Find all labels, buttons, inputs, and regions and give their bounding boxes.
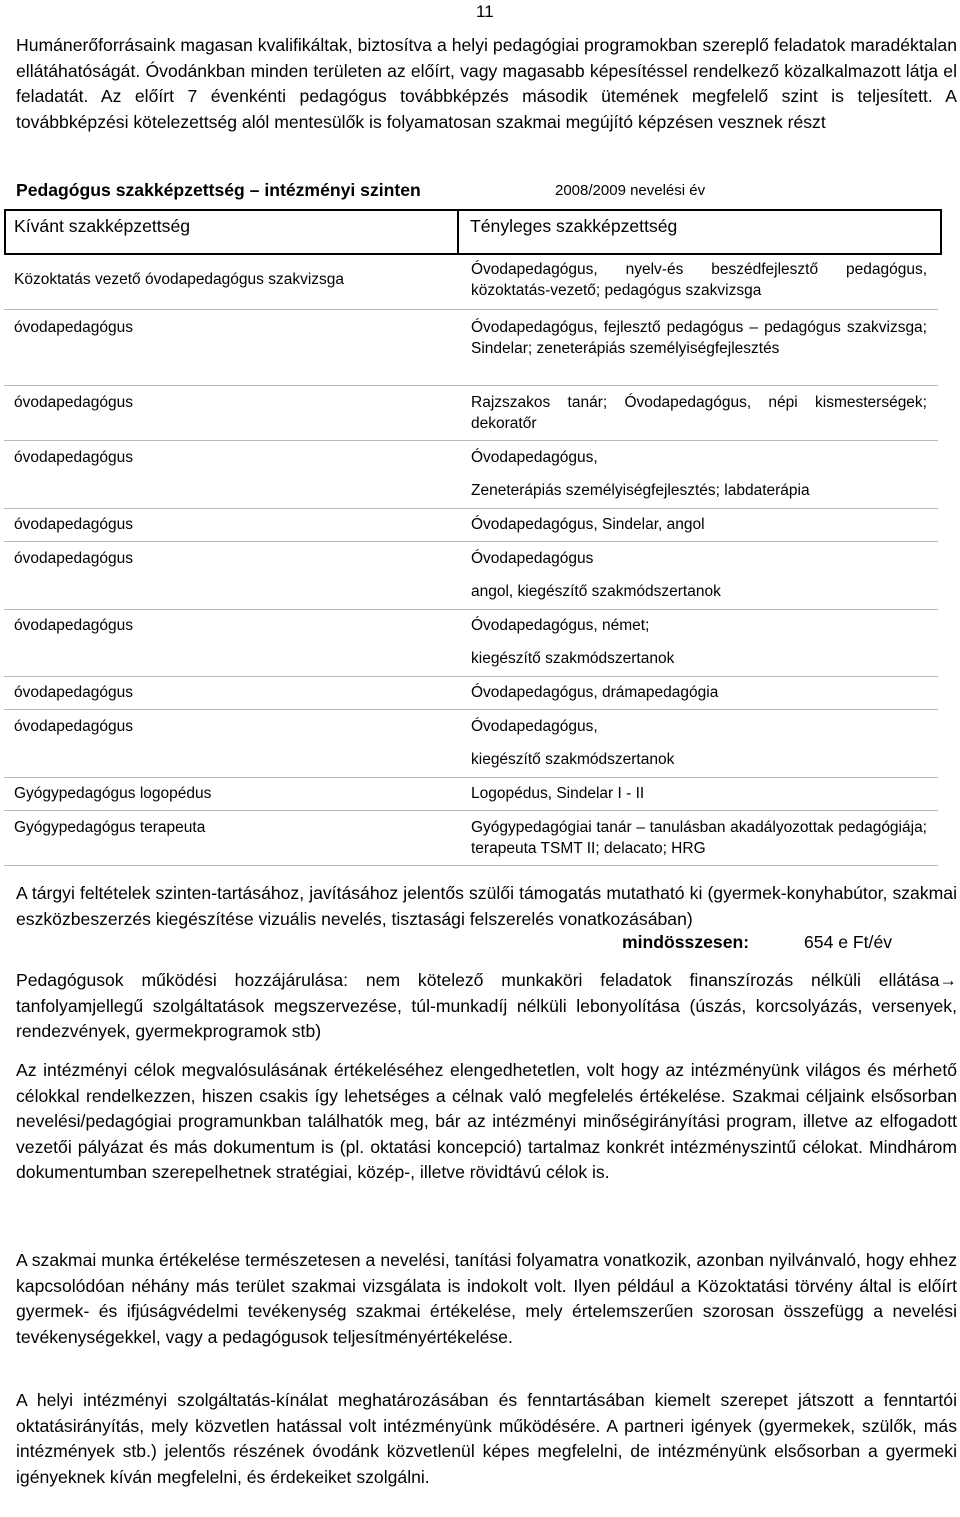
row-actual-continued: angol, kiegészítő szakmódszertanok: [471, 583, 721, 600]
contribution-paragraph: Pedagógusok működési hozzájárulása: nem kötelező munkaköri feladatok finanszírozás nélküli ellátása→ tanfolyamjellegű szolgáltatások megszervezése, túl-munkadíj nélküli lebonyolítása (úszás, korcsolyázás, versenyek, rendezvények, gyermekprogramok stb): [16, 970, 957, 1042]
row-required: Gyógypedagógus terapeuta: [14, 819, 206, 836]
row-actual: Óvodapedagógus,: [471, 718, 598, 735]
row-divider: [4, 385, 938, 386]
table-title: Pedagógus szakképzettség – intézményi szinten: [16, 180, 421, 200]
material-conditions-paragraph: A tárgyi feltételek szinten-tartásához, javításához jelentős szülői támogatás mutatható ki (gyermek-konyhabútor, szakmai eszközbeszerzés kiegészítése vizuális nevelés, tisztasági felszerelés vonatkozásában): [16, 883, 957, 929]
row-required: óvodapedagógus: [14, 319, 133, 336]
row-divider: [4, 709, 938, 710]
row-actual: Óvodapedagógus: [471, 550, 594, 567]
row-divider: [4, 676, 938, 677]
header-required-qualification: Kívánt szakképzettség: [14, 216, 191, 236]
row-actual: Logopédus, Sindelar I - II: [471, 785, 645, 802]
total-value: 654 e Ft/év: [804, 932, 893, 952]
row-actual-continued: kiegészítő szakmódszertanok: [471, 751, 675, 768]
row-divider: [4, 309, 938, 310]
row-actual: Óvodapedagógus, német;: [471, 617, 650, 634]
row-actual: Óvodapedagógus, nyelv-és beszédfejlesztő pedagógus, közoktatás-vezető; pedagógus szakvizsga: [471, 261, 927, 299]
row-required: óvodapedagógus: [14, 718, 133, 735]
services-paragraph: A helyi intézményi szolgáltatás-kínálat meghatározásában és fenntartásában kiemelt szerepet játszott a fenntartói oktatásirányítás, mely közvetlen hatással volt intézményünk működésére. A partneri igények (gyermekek, szülők, más intézmények stb.) jelentős részének óvodánk közvetlenül képes megfelelni, de intézményünk elsősorban a gyermeki igényeknek kíván megfelelni, és érdekeiket szolgálni.: [16, 1390, 957, 1487]
goals-paragraph: Az intézményi célok megvalósulásának értékeléséhez elengedhetetlen, volt hogy az intézményünk világos és mérhető célokkal rendelkezzen, hiszen csakis így lehetséges a célnak való megfelelés értékelése. Szakmai céljaink elsősorban nevelési/pedagógiai programunkban találhatók meg, bár az intézményi minőségirányítási program, illetve az elfogadott vezetői pályázat és más dokumentum is (pl. oktatási koncepció) tartalmaz konkrét intézményszintű célokat. Mindhárom dokumentumban szerepelhetnek stratégiai, közép-, illetve rövidtávú célok is.: [16, 1060, 957, 1183]
header-actual-qualification: Tényleges szakképzettség: [470, 216, 678, 236]
row-divider: [4, 810, 938, 811]
row-required: óvodapedagógus: [14, 617, 133, 634]
evaluation-paragraph: A szakmai munka értékelése természetesen a nevelési, tanítási folyamatra vonatkozik, azonban nyilvánvaló, hogy ehhez kapcsolódóan néhány más terület szakmai vizsgálata is indokolt volt. Ilyen például a Közoktatási törvény által is előírt gyermek- és ifjúságvédelmi tevékenység szakmai értékelése, mely értelemszerűen szorosan összefügg a nevelési tevékenységekkel, vagy a pedagógusok teljesítményértékelése.: [16, 1250, 957, 1347]
row-actual-continued: kiegészítő szakmódszertanok: [471, 650, 675, 667]
row-divider: [4, 440, 938, 441]
row-actual: Gyógypedagógiai tanár – tanulásban akadályozottak pedagógiája; terapeuta TSMT II; delacato; HRG: [471, 819, 927, 857]
row-actual-continued: Zeneterápiás személyiségfejlesztés; labdaterápia: [471, 482, 810, 499]
row-actual: Óvodapedagógus,: [471, 449, 598, 466]
row-required: Közoktatás vezető óvodapedagógus szakvizsga: [14, 271, 345, 288]
row-required: óvodapedagógus: [14, 516, 133, 533]
row-divider: [4, 777, 938, 778]
row-divider: [4, 609, 938, 610]
page-number: 11: [476, 2, 494, 21]
intro-paragraph: Humánerőforrásaink magasan kvalifikáltak, biztosítva a helyi pedagógiai programokban szereplő feladatok maradéktalan ellátáhatóságát. Óvodánkban minden területen az előírt, vagy magasabb képesítéssel rendelkező közalkalmazott látja el feladatát. Az előírt 7 évenkénti pedagógus továbbképzés második ütemének megfelelő szint is teljesített. A továbbképzési kötelezettség alól mentesülők is folyamatosan szakmai megújító képzésen vesznek részt: [16, 35, 957, 132]
row-divider: [4, 865, 938, 866]
row-divider: [4, 508, 938, 509]
row-actual: Rajzszakos tanár; Óvodapedagógus, népi kismesterségek; dekoratőr: [471, 394, 927, 432]
row-actual: Óvodapedagógus, fejlesztő pedagógus – pedagógus szakvizsga; Sindelar; zeneterápiás személyiségfejlesztés: [471, 319, 927, 357]
row-required: óvodapedagógus: [14, 684, 133, 701]
row-actual: Óvodapedagógus, Sindelar, angol: [471, 516, 705, 533]
row-required: Gyógypedagógus logopédus: [14, 785, 212, 802]
total-label: mindösszesen:: [622, 932, 750, 952]
row-divider: [4, 541, 938, 542]
row-required: óvodapedagógus: [14, 449, 133, 466]
row-required: óvodapedagógus: [14, 394, 133, 411]
table-year: 2008/2009 nevelési év: [555, 182, 706, 199]
row-actual: Óvodapedagógus, drámapedagógia: [471, 684, 719, 701]
row-required: óvodapedagógus: [14, 550, 133, 567]
